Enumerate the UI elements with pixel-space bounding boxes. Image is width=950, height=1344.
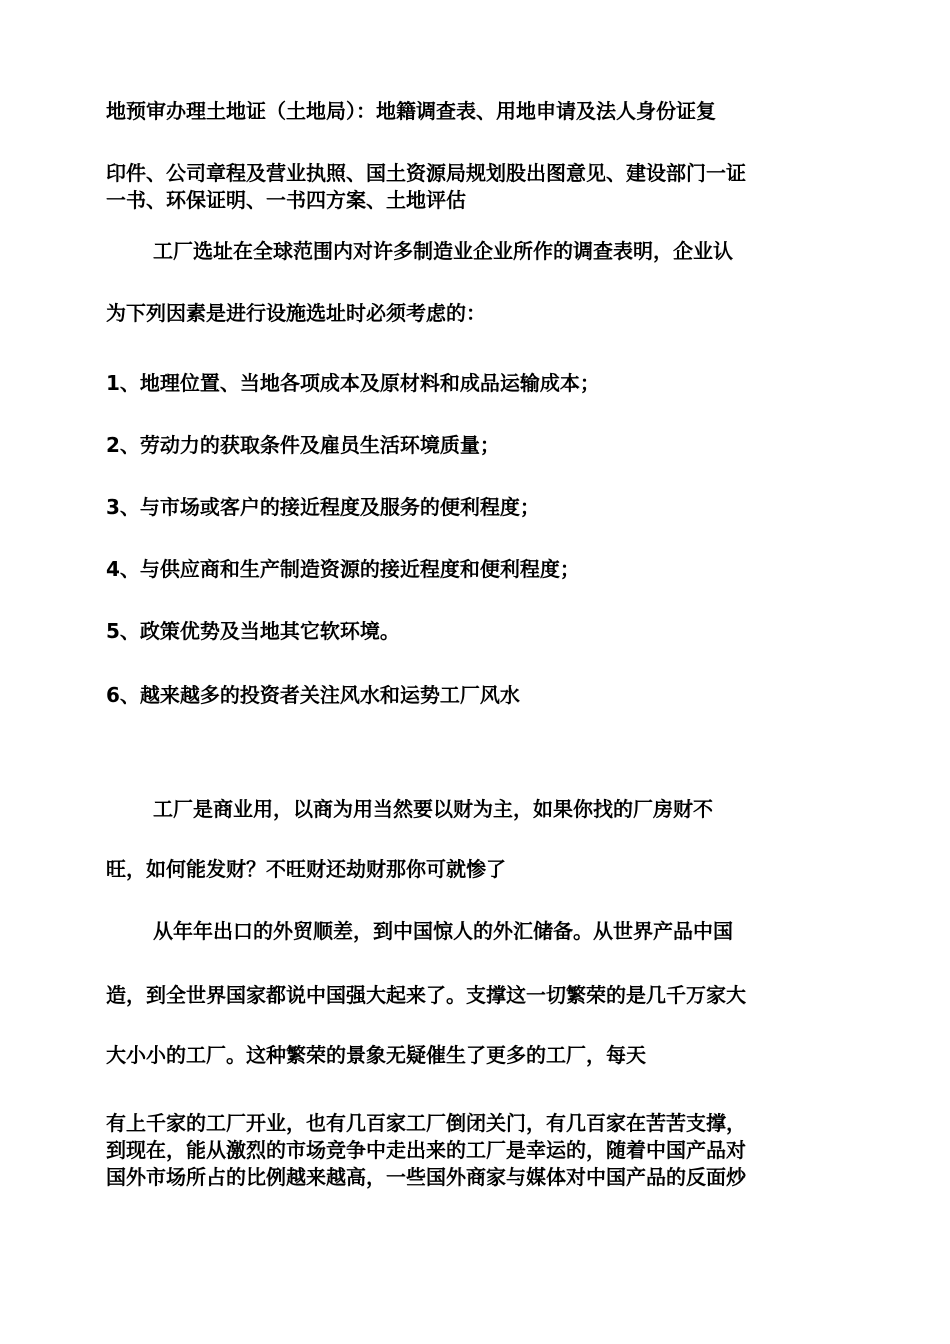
list-item: 5、政策优势及当地其它软环境。: [106, 619, 400, 643]
list-item: 3、与市场或客户的接近程度及服务的便利程度；: [106, 495, 540, 519]
text-line: 到现在，能从激烈的市场竞争中走出来的工厂是幸运的，随着中国产品对: [106, 1138, 746, 1162]
list-item: 1、地理位置、当地各项成本及原材料和成品运输成本；: [106, 371, 600, 395]
text-line: 印件、公司章程及营业执照、国土资源局规划股出图意见、建设部门一证: [106, 161, 746, 185]
text-line: 工厂选址在全球范围内对许多制造业企业所作的调查表明，企业认: [153, 239, 733, 263]
list-item: 4、与供应商和生产制造资源的接近程度和便利程度；: [106, 557, 580, 581]
text-line: 旺，如何能发财？不旺财还劫财那你可就惨了: [106, 857, 506, 881]
text-line: 工厂是商业用，以商为用当然要以财为主，如果你找的厂房财不: [153, 797, 713, 821]
text-line: 有上千家的工厂开业，也有几百家工厂倒闭关门，有几百家在苦苦支撑，: [106, 1111, 746, 1135]
text-line: 国外市场所占的比例越来越高，一些国外商家与媒体对中国产品的反面炒: [106, 1165, 746, 1189]
list-item: 2、劳动力的获取条件及雇员生活环境质量；: [106, 433, 500, 457]
text-line: 大小小的工厂。这种繁荣的景象无疑催生了更多的工厂，每天: [106, 1043, 646, 1067]
text-line: 地预审办理土地证（土地局）：地籍调查表、用地申请及法人身份证复: [106, 99, 716, 123]
text-line: 为下列因素是进行设施选址时必须考虑的：: [106, 301, 486, 325]
text-line: 一书、环保证明、一书四方案、土地评估: [106, 188, 466, 212]
text-line: 造，到全世界国家都说中国强大起来了。支撑这一切繁荣的是几千万家大: [106, 983, 746, 1007]
text-line: 从年年出口的外贸顺差，到中国惊人的外汇储备。从世界产品中国: [153, 919, 733, 943]
list-item: 6、越来越多的投资者关注风水和运势工厂风水: [106, 683, 520, 707]
